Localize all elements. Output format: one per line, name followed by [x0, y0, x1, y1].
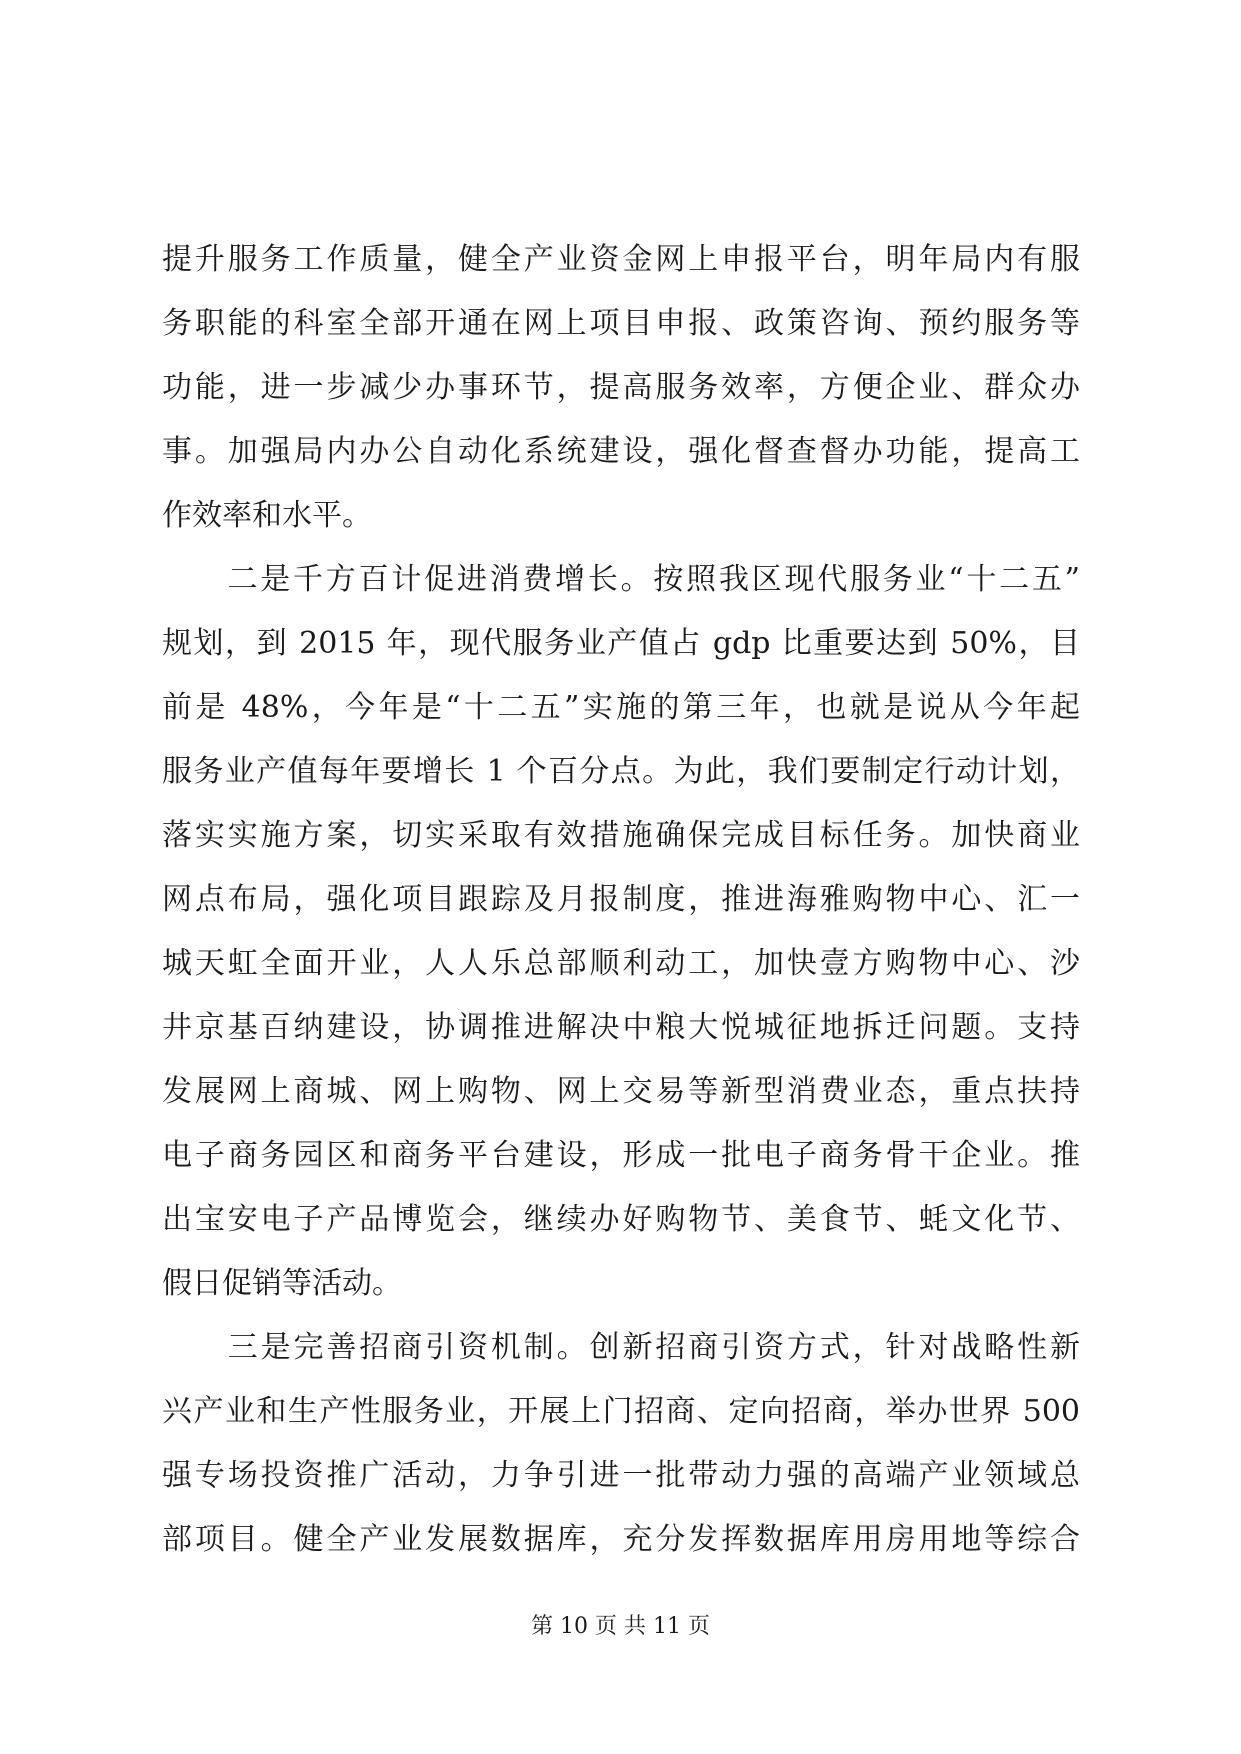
- text-line: 井京基百纳建设，协调推进解决中粮大悦城征地拆迁问题。支持: [162, 1010, 1080, 1045]
- text-line: 提升服务工作质量，健全产业资金网上申报平台，明年局内有服: [162, 242, 1080, 277]
- document-body: [162, 228, 1080, 1572]
- text-line: 出宝安电子产品博览会，继续办好购物节、美食节、蚝文化节、: [162, 1202, 1080, 1237]
- text-line: 部项目。健全产业发展数据库，充分发挥数据库用房用地等综合: [162, 1522, 1080, 1557]
- text-line: 务职能的科室全部开通在网上项目申报、政策咨询、预约服务等: [162, 306, 1080, 341]
- text-line: 电子商务园区和商务平台建设，形成一批电子商务骨干企业。推: [162, 1138, 1080, 1173]
- text-line: 事。加强局内办公自动化系统建设，强化督查督办功能，提高工: [162, 434, 1080, 469]
- text-line: 落实实施方案，切实采取有效措施确保完成目标任务。加快商业: [162, 818, 1080, 853]
- text-line: 服务业产值每年要增长 1 个百分点。为此，我们要制定行动计划，: [162, 754, 1080, 789]
- text-line: 强专场投资推广活动，力争引进一批带动力强的高端产业领域总: [162, 1458, 1080, 1493]
- text-line: 假日促销等活动。: [162, 1266, 402, 1301]
- text-line: 网点布局，强化项目跟踪及月报制度，推进海雅购物中心、汇一: [162, 882, 1080, 917]
- text-line: 城天虹全面开业，人人乐总部顺利动工，加快壹方购物中心、沙: [162, 946, 1080, 981]
- text-line: 功能，进一步减少办事环节，提高服务效率，方便企业、群众办: [162, 370, 1080, 405]
- paragraph-first-line: 三是完善招商引资机制。创新招商引资方式，针对战略性新: [162, 1330, 1080, 1365]
- text-line: 兴产业和生产性服务业，开展上门招商、定向招商，举办世界 500: [162, 1394, 1080, 1429]
- text-line: 规划，到 2015 年，现代服务业产值占 gdp 比重要达到 50%，目: [162, 626, 1080, 661]
- text-line: 作效率和水平。: [162, 498, 372, 533]
- paragraph-first-line: 二是千方百计促进消费增长。按照我区现代服务业“十二五”: [162, 562, 1080, 597]
- text-line: 前是 48%，今年是“十二五”实施的第三年，也就是说从今年起: [162, 690, 1080, 725]
- page-number-footer: 第 10 页 共 11 页: [531, 1614, 710, 1639]
- text-line: 发展网上商城、网上购物、网上交易等新型消费业态，重点扶持: [162, 1074, 1080, 1109]
